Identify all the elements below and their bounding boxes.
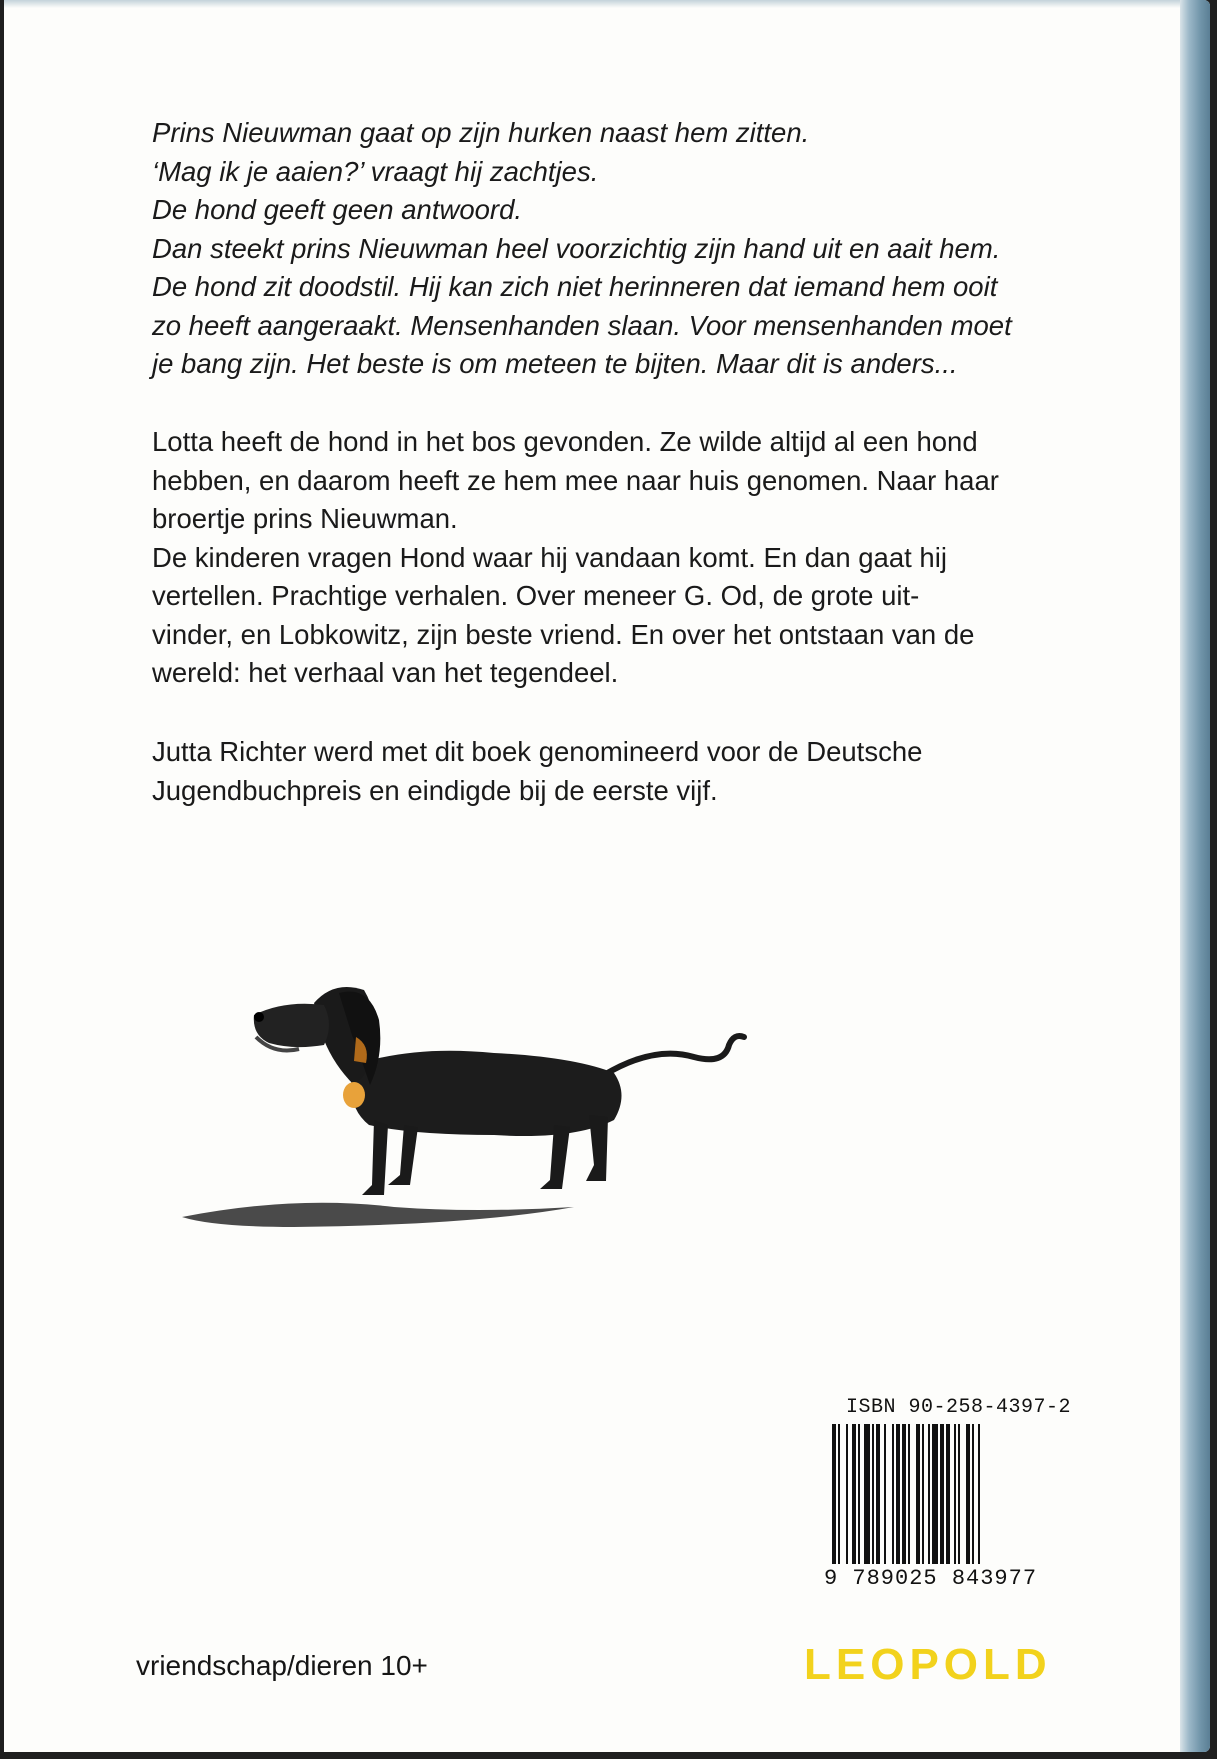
book-back-cover bbox=[4, 0, 1210, 1752]
excerpt-line: ‘Mag ik je aaien?’ vraagt hij zachtjes. bbox=[152, 155, 599, 187]
publisher-logo: LEOPOLD bbox=[804, 1640, 1052, 1689]
summary-line: vinder, en Lobkowitz, zijn beste vriend. En over het ontstaan van de bbox=[152, 618, 975, 650]
category-label: vriendschap/dieren 10+ bbox=[136, 1650, 428, 1681]
barcode-digits: 9 789025 843977 bbox=[824, 1566, 1038, 1591]
summary-line: broertje prins Nieuwman. bbox=[152, 503, 458, 534]
summary-line: hebben, en daarom heeft ze hem mee naar huis genomen. Naar haar bbox=[152, 464, 999, 496]
summary-line: vertellen. Prachtige verhalen. Over meneer G. Od, de grote uit- bbox=[152, 580, 920, 611]
excerpt-line: De hond geeft geen antwoord. bbox=[152, 194, 523, 225]
summary-line: Lotta heeft de hond in het bos gevonden. Ze wilde altijd al een hond bbox=[152, 426, 978, 457]
excerpt-line: De hond zit doodstil. Hij kan zich niet herinneren dat iemand hem ooit bbox=[152, 271, 998, 302]
dog-drawing-icon bbox=[174, 945, 794, 1245]
excerpt-line: Dan steekt prins Nieuwman heel voorzichtig zijn hand uit en aait hem. bbox=[152, 232, 1001, 264]
excerpt-line: je bang zijn. Het beste is om meteen te bijten. Maar dit is anders... bbox=[152, 348, 958, 379]
summary-paragraph bbox=[152, 423, 1092, 693]
award-line: Jutta Richter werd met dit boek genomineerd voor de Deutsche bbox=[152, 736, 923, 767]
cover-top-edge bbox=[4, 0, 1210, 8]
excerpt-paragraph bbox=[152, 114, 1092, 384]
award-line: Jugendbuchpreis en eindigde bij de eerste vijf. bbox=[152, 774, 718, 806]
summary-line: wereld: het verhaal van het tegendeel. bbox=[152, 657, 619, 688]
spine-edge bbox=[1180, 0, 1210, 1752]
summary-line: De kinderen vragen Hond waar hij vandaan komt. En dan gaat hij bbox=[152, 541, 947, 573]
excerpt-line: zo heeft aangeraakt. Mensenhanden slaan. Voor mensenhanden moet bbox=[152, 309, 1012, 341]
isbn-label: ISBN 90-258-4397-2 bbox=[846, 1396, 1072, 1419]
award-paragraph bbox=[152, 733, 1092, 810]
excerpt-line: Prins Nieuwman gaat op zijn hurken naast hem zitten. bbox=[152, 117, 810, 148]
barcode-icon bbox=[830, 1424, 1052, 1574]
